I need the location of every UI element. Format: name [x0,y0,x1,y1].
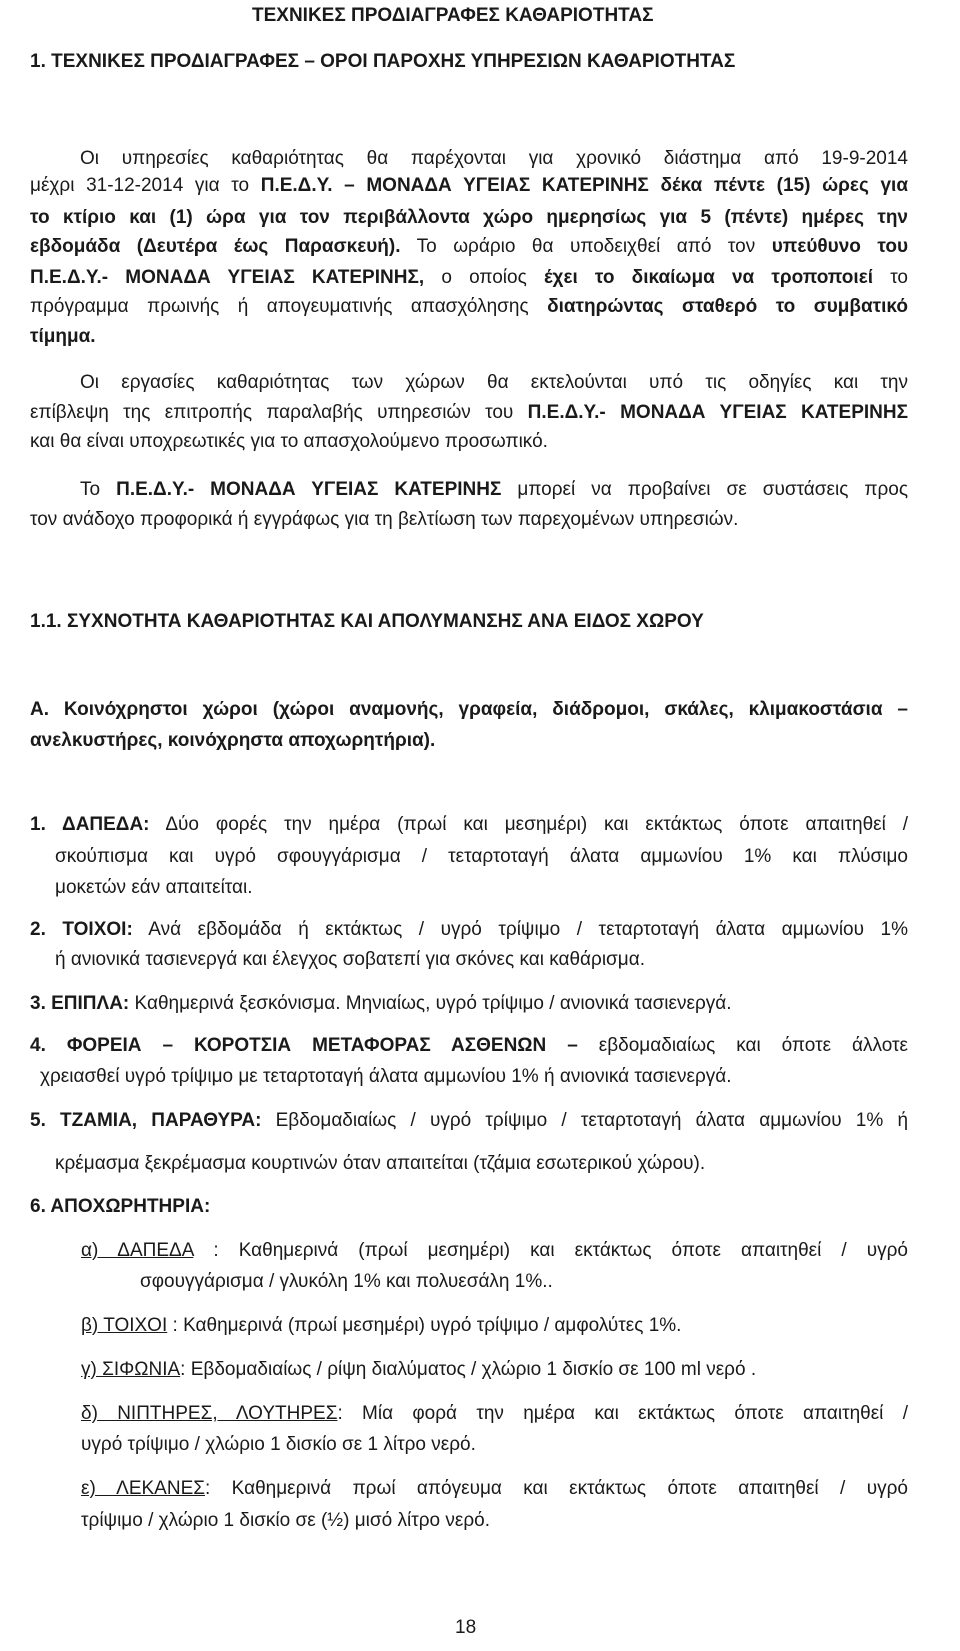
section-a-line-1: Α. Κοινόχρηστοι χώροι (χώροι αναμονής, γραφεία, διάδρομοι, σκάλες, κλιμακοστάσια – [30,699,908,720]
page-number: 18 [455,1617,477,1638]
section-1-1-heading: 1.1. ΣΥΧΝΟΤΗΤΑ ΚΑΘΑΡΙΟΤΗΤΑΣ ΚΑΙ ΑΠΟΛΥΜΑΝΣΗΣ ΑΝΑ ΕΙΔΟΣ ΧΩΡΟΥ [30,611,704,632]
p2-line-1: Οι εργασίες καθαριότητας των χώρων θα εκτελούνται υπό τις οδηγίες και την [80,372,908,393]
subitem-a-line-2: σφουγγάρισμα / γλυκόλη 1% και πολυεσάλη 1%.. [140,1271,553,1292]
p1-line-6: πρόγραμμα πρωινής ή απογευματινής απασχόλησης διατηρώντας σταθερό το συμβατικό [30,296,908,317]
section-1-heading: 1. ΤΕΧΝΙΚΕΣ ΠΡΟΔΙΑΓΡΑΦΕΣ – ΟΡΟΙ ΠΑΡΟΧΗΣ ΥΠΗΡΕΣΙΩΝ ΚΑΘΑΡΙΟΤΗΤΑΣ [30,51,736,72]
p1-line-2: μέχρι 31-12-2014 για το Π.Ε.Δ.Υ. – ΜΟΝΑΔΑ ΥΓΕΙΑΣ ΚΑΤΕΡΙΝΗΣ δέκα πέντε (15) ώρες για [30,175,908,196]
subitem-toilet-walls: β) ΤΟΙΧΟΙ : Καθημερινά (πρωί μεσημέρι) υγρό τρίψιμο / αμφολύτες 1%. [81,1315,682,1336]
p2-line-3: και θα είναι υποχρεωτικές για το απασχολούμενο προσωπικό. [30,431,548,452]
item-5-line-1: 5. ΤΖΑΜΙΑ, ΠΑΡΑΘΥΡΑ: Εβδομαδιαίως / υγρό τρίψιμο / τεταρτοταγή άλατα αμμωνίου 1% ή [30,1110,909,1131]
subitem-a-line-1: α) ΔΑΠΕΔΑ : Καθημερινά (πρωί μεσημέρι) και εκτάκτως όποτε απαιτηθεί / υγρό [81,1240,908,1261]
p2-line-2: επίβλεψη της επιτροπής παραλαβής υπηρεσιών του Π.Ε.Δ.Υ.- ΜΟΝΑΔΑ ΥΓΕΙΑΣ ΚΑΤΕΡΙΝΗΣ [30,402,908,423]
item-1-line-1: 1. ΔΑΠΕΔΑ: Δύο φορές την ημέρα (πρωί και μεσημέρι) και εκτάκτως όποτε απαιτηθεί / [30,814,909,835]
p1-line-1: Οι υπηρεσίες καθαριότητας θα παρέχονται για χρονικό διάστημα από 19-9-2014 [80,148,908,169]
subitem-d-line-1: δ) ΝΙΠΤΗΡΕΣ, ΛΟΥΤΗΡΕΣ: Μία φορά την ημέρα και εκτάκτως όποτε απαιτηθεί / [81,1403,908,1424]
p1-line-3: το κτίριο και (1) ώρα για τον περιβάλλοντα χώρο ημερησίως για 5 (πέντε) ημέρες την [30,207,908,228]
p1-line-5: Π.Ε.Δ.Υ.- ΜΟΝΑΔΑ ΥΓΕΙΑΣ ΚΑΤΕΡΙΝΗΣ, ο οποίος έχει το δικαίωμα να τροποποιεί το [30,267,908,288]
document-title: ΤΕΧΝΙΚΕΣ ΠΡΟΔΙΑΓΡΑΦΕΣ ΚΑΘΑΡΙΟΤΗΤΑΣ [252,5,654,26]
item-4-line-1: 4. ΦΟΡΕΙΑ – ΚΟΡΟΤΣΙΑ ΜΕΤΑΦΟΡΑΣ ΑΣΘΕΝΩΝ – εβδομαδιαίως και όποτε άλλοτε [30,1035,908,1056]
p3-line-2: τον ανάδοχο προφορικά ή εγγράφως για τη βελτίωση των παρεχομένων υπηρεσιών. [30,509,739,530]
p1-line-7: τίμημα. [30,326,96,347]
item-2-line-2: ή ανιονικά τασιενεργά και έλεγχος σοβατεπί για σκόνες και καθάρισμα. [55,949,645,970]
p3-line-1: Το Π.Ε.Δ.Υ.- ΜΟΝΑΔΑ ΥΓΕΙΑΣ ΚΑΤΕΡΙΝΗΣ μπορεί να προβαίνει σε συστάσεις προς [80,479,909,500]
p1-line-4: εβδομάδα (Δευτέρα έως Παρασκευή). Το ωράριο θα υποδειχθεί από τον υπεύθυνο του [30,236,909,257]
item-2-line-1: 2. ΤΟΙΧΟΙ: Ανά εβδομάδα ή εκτάκτως / υγρό τρίψιμο / τεταρτοταγή άλατα αμμωνίου 1% [30,919,908,940]
subitem-e-line-1: ε) ΛΕΚΑΝΕΣ: Καθημερινά πρωί απόγευμα και εκτάκτως όποτε απαιτηθεί / υγρό [81,1478,908,1499]
subitem-d-line-2: υγρό τρίψιμο / χλώριο 1 δισκίο σε 1 λίτρο νερό. [81,1434,476,1455]
subitem-e-line-2: τρίψιμο / χλώριο 1 δισκίο σε (½) μισό λίτρο νερό. [81,1510,490,1531]
subitem-drains: γ) ΣΙΦΩΝΙΑ: Εβδομαδιαίως / ρίψη διαλύματος / χλώριο 1 δισκίο σε 100 ml νερό . [81,1359,757,1380]
item-5-line-2: κρέμασμα ξεκρέμασμα κουρτινών όταν απαιτείται (τζάμια εσωτερικού χώρου). [55,1153,706,1174]
list-item-furniture: 3. ΕΠΙΠΛΑ: Καθημερινά ξεσκόνισμα. Μηνιαίως, υγρό τρίψιμο / ανιονικά τασιενεργά. [30,993,732,1014]
item-1-line-2: σκούπισμα και υγρό σφουγγάρισμα / τεταρτοταγή άλατα αμμωνίου 1% και πλύσιμο [55,846,908,867]
list-item-toilets: 6. ΑΠΟΧΩΡΗΤΗΡΙΑ: [30,1196,211,1217]
item-1-line-3: μοκετών εάν απαιτείται. [55,877,253,898]
section-a-line-2: ανελκυστήρες, κοινόχρηστα αποχωρητήρια). [30,730,436,751]
item-4-line-2: χρειασθεί υγρό τρίψιμο με τεταρτοταγή άλατα αμμωνίου 1% ή ανιονικά τασιενεργά. [40,1066,732,1087]
